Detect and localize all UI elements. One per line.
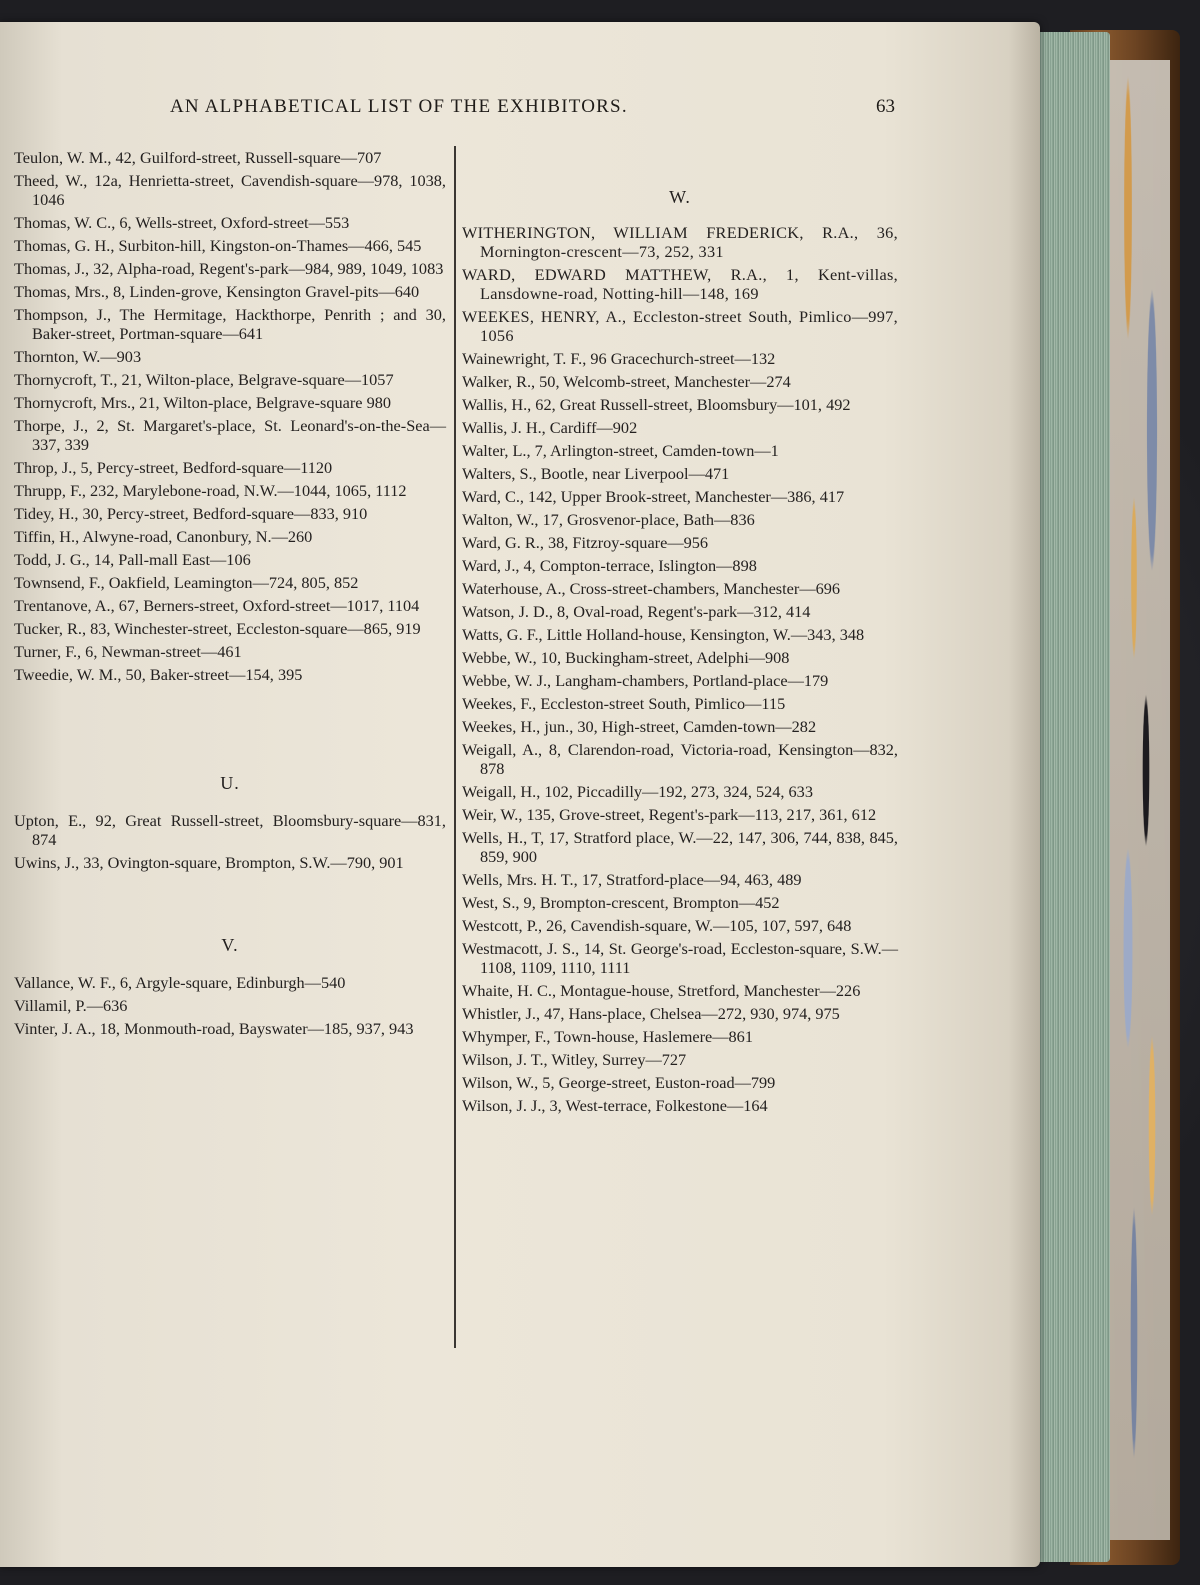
list-item: Thomas, G. H., Surbiton-hill, Kingston-on-Thames—466, 545 <box>14 236 422 255</box>
list-item: Tiffin, H., Alwyne-road, Canonbury, N.—260 <box>14 527 313 546</box>
section-heading-w: W. <box>669 187 691 207</box>
list-item: Wells, H., T, 17, Stratford place, W.—22, 147, 306, 744, 838, 845, 859, 900 <box>462 828 898 866</box>
list-item: Uwins, J., 33, Ovington-square, Brompton, S.W.—790, 901 <box>14 853 404 872</box>
list-item: Thomas, J., 32, Alpha-road, Regent's-park—984, 989, 1049, 1083 <box>14 259 444 278</box>
list-item: Todd, J. G., 14, Pall-mall East—106 <box>14 550 251 569</box>
column-divider <box>454 146 456 1348</box>
list-item: Walton, W., 17, Grosvenor-place, Bath—836 <box>462 510 755 529</box>
section-heading-v: V. <box>221 935 239 955</box>
list-item: Wilson, W., 5, George-street, Euston-road—799 <box>462 1073 776 1092</box>
list-item: Wallis, H., 62, Great Russell-street, Bloomsbury—101, 492 <box>462 395 851 414</box>
list-item: Wallis, J. H., Cardiff—902 <box>462 418 638 437</box>
list-item: West, S., 9, Brompton-crescent, Brompton—452 <box>462 893 780 912</box>
marbled-endpaper <box>1110 60 1170 1540</box>
list-item: Tidey, H., 30, Percy-street, Bedford-square—833, 910 <box>14 504 368 523</box>
list-item: Ward, J., 4, Compton-terrace, Islington—898 <box>462 556 757 575</box>
list-item: Waterhouse, A., Cross-street-chambers, Manchester—696 <box>462 579 841 598</box>
list-item: Weekes, H., jun., 30, High-street, Camden-town—282 <box>462 717 817 736</box>
list-item: Wainewright, T. F., 96 Gracechurch-street—132 <box>462 349 776 368</box>
list-item: Villamil, P.—636 <box>14 996 128 1015</box>
right-column <box>462 188 898 1119</box>
list-item: WARD, EDWARD MATTHEW, R.A., 1, Kent-villas, Lansdowne-road, Notting-hill—148, 169 <box>462 265 898 303</box>
list-item: Webbe, W. J., Langham-chambers, Portland-place—179 <box>462 671 829 690</box>
list-item: Townsend, F., Oakfield, Leamington—724, 805, 852 <box>14 573 359 592</box>
list-item: Whaite, H. C., Montague-house, Stretford, Manchester—226 <box>462 981 861 1000</box>
list-item: Thomas, W. C., 6, Wells-street, Oxford-street—553 <box>14 213 350 232</box>
list-item: Wilson, J. J., 3, West-terrace, Folkestone—164 <box>462 1096 768 1115</box>
list-item: Thompson, J., The Hermitage, Hackthorpe, Penrith ; and 30, Baker-street, Portman-square—641 <box>14 305 446 343</box>
list-item: Teulon, W. M., 42, Guilford-street, Russell-square—707 <box>14 148 382 167</box>
list-item: Throp, J., 5, Percy-street, Bedford-square—1120 <box>14 458 333 477</box>
list-item: Thornton, W.—903 <box>14 347 142 366</box>
section-heading-u: U. <box>220 773 240 793</box>
list-item: Theed, W., 12a, Henrietta-street, Cavendish-square—978, 1038, 1046 <box>14 171 446 209</box>
list-item: WITHERINGTON, WILLIAM FREDERICK, R.A., 36, Mornington-crescent—73, 252, 331 <box>462 223 898 261</box>
list-item: Thornycroft, Mrs., 21, Wilton-place, Belgrave-square 980 <box>14 393 392 412</box>
list-item: Tucker, R., 83, Winchester-street, Eccleston-square—865, 919 <box>14 619 421 638</box>
list-item: Weir, W., 135, Grove-street, Regent's-park—113, 217, 361, 612 <box>462 805 877 824</box>
list-item: Thomas, Mrs., 8, Linden-grove, Kensington Gravel-pits—640 <box>14 282 420 301</box>
list-item: Upton, E., 92, Great Russell-street, Bloomsbury-square—831, 874 <box>14 811 446 849</box>
list-item: Whymper, F., Town-house, Haslemere—861 <box>462 1027 753 1046</box>
list-item: Trentanove, A., 67, Berners-street, Oxford-street—1017, 1104 <box>14 596 420 615</box>
page-edges <box>1030 32 1110 1562</box>
list-item: Vallance, W. F., 6, Argyle-square, Edinburgh—540 <box>14 973 346 992</box>
list-item: Thornycroft, T., 21, Wilton-place, Belgrave-square—1057 <box>14 370 394 389</box>
list-item: Ward, G. R., 38, Fitzroy-square—956 <box>462 533 709 552</box>
list-item: Tweedie, W. M., 50, Baker-street—154, 395 <box>14 665 303 684</box>
list-item: Walker, R., 50, Welcomb-street, Manchester—274 <box>462 372 791 391</box>
list-item: Watts, G. F., Little Holland-house, Kensington, W.—343, 348 <box>462 625 865 644</box>
list-item: Weigall, A., 8, Clarendon-road, Victoria-road, Kensington—832, 878 <box>462 740 898 778</box>
list-item: Ward, C., 142, Upper Brook-street, Manchester—386, 417 <box>462 487 845 506</box>
list-item: WEEKES, HENRY, A., Eccleston-street South, Pimlico—997, 1056 <box>462 307 898 345</box>
list-item: Thorpe, J., 2, St. Margaret's-place, St. Leonard's-on-the-Sea—337, 339 <box>14 416 446 454</box>
list-item: Turner, F., 6, Newman-street—461 <box>14 642 242 661</box>
list-item: Wilson, J. T., Witley, Surrey—727 <box>462 1050 687 1069</box>
list-item: Walters, S., Bootle, near Liverpool—471 <box>462 464 730 483</box>
list-item: Weekes, F., Eccleston-street South, Pimlico—115 <box>462 694 786 713</box>
list-item: Webbe, W., 10, Buckingham-street, Adelphi—908 <box>462 648 790 667</box>
left-column <box>14 148 446 1042</box>
list-item: Wells, Mrs. H. T., 17, Stratford-place—94, 463, 489 <box>462 870 802 889</box>
list-item: Thrupp, F., 232, Marylebone-road, N.W.—1044, 1065, 1112 <box>14 481 407 500</box>
list-item: Watson, J. D., 8, Oval-road, Regent's-park—312, 414 <box>462 602 811 621</box>
list-item: Weigall, H., 102, Piccadilly—192, 273, 324, 524, 633 <box>462 782 813 801</box>
running-header: AN ALPHABETICAL LIST OF THE EXHIBITORS. <box>170 96 628 117</box>
page-number: 63 <box>876 96 895 117</box>
list-item: Westcott, P., 26, Cavendish-square, W.—105, 107, 597, 648 <box>462 916 852 935</box>
list-item: Walter, L., 7, Arlington-street, Camden-town—1 <box>462 441 779 460</box>
list-item: Whistler, J., 47, Hans-place, Chelsea—272, 930, 974, 975 <box>462 1004 840 1023</box>
list-item: Vinter, J. A., 18, Monmouth-road, Bayswater—185, 937, 943 <box>14 1019 414 1038</box>
list-item: Westmacott, J. S., 14, St. George's-road, Eccleston-square, S.W.—1108, 1109, 1110, 1111 <box>462 939 898 977</box>
